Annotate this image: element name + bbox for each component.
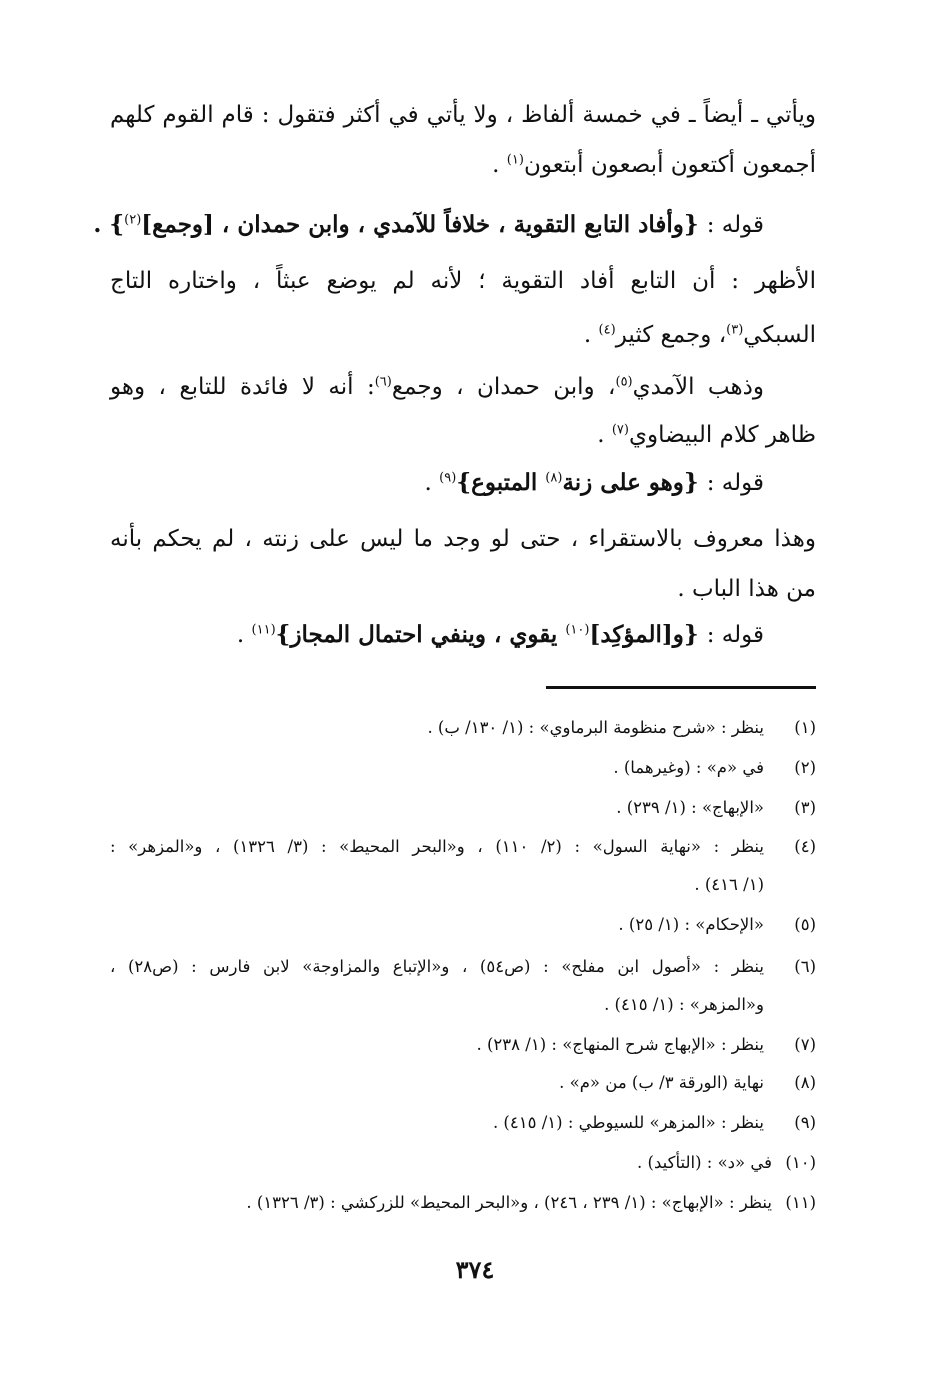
quote-lead: قوله : (706, 470, 764, 496)
footnote-text: نهاية (الورقة ٣/ ب) من «م» . (559, 1073, 764, 1092)
footnote-text: «الإبهاج» : (١/ ٢٣٩) . (616, 798, 764, 817)
footnote-text-cont: و«المزهر» : (١/ ٤١٥) . (604, 995, 764, 1014)
footnote-text: «الإحكام» : (١/ ٢٥) . (618, 915, 764, 934)
footnote-number: (٥) (794, 915, 816, 934)
footnote-number: (٣) (794, 798, 816, 817)
quote-close: } . (93, 211, 125, 238)
quote-lead: قوله : (706, 622, 764, 648)
footnote-number: (٨) (794, 1073, 816, 1092)
quote-text: يقوي ، وينفي احتمال المجاز} (275, 621, 566, 648)
footnote-number: (١١) (785, 1193, 816, 1212)
body-text: أجمعون أكتعون أبصعون أبتعون (523, 152, 816, 178)
footnote-ref-8: (٨) (545, 470, 563, 486)
footnote-ref-1: (١) (506, 152, 524, 168)
footnote-number: (١) (794, 718, 816, 737)
body-line-1: ويأتي ـ أيضاً ـ في خمسة ألفاظ ، ولا يأتي في أكثر فتقول : قام القوم كلهم (110, 102, 816, 128)
footnote-ref-10: (١٠) (565, 622, 590, 638)
body-text: ظاهر كلام البيضاوي (628, 422, 816, 448)
footnote-ref-4: (٤) (598, 322, 616, 338)
footnote-ref-5: (٥) (615, 374, 633, 390)
quote-line-1 (93, 208, 764, 242)
footnote-number: (٦) (794, 957, 816, 976)
footnote-ref-3: (٣) (726, 322, 744, 338)
body-line-6 (110, 370, 764, 404)
quote-text: {وهو على زنة (562, 469, 707, 496)
body-text: وذهب الآمدي (632, 374, 764, 400)
footnote-text: ينظر : «شرح منظومة البرماوي» : (١/ ١٣٠/ ب) . (427, 718, 764, 737)
body-line-10: من هذا الباب . (677, 576, 816, 602)
footnote-number: (٢) (794, 758, 816, 777)
quote-text: {و[المؤكِد] (589, 621, 707, 648)
quote-lead: قوله : (706, 212, 764, 238)
footnote-text: في «د» : (التأكيد) . (637, 1153, 772, 1172)
footnote-ref-7: (٧) (611, 422, 629, 438)
body-line-5 (584, 318, 816, 352)
footnote-separator (546, 686, 816, 689)
quote-text: المتبوع} (456, 469, 546, 496)
footnote-number: (٤) (794, 837, 816, 856)
footnote-ref-11: (١١) (251, 622, 276, 638)
body-line-2 (492, 148, 816, 182)
footnote-ref-6: (٦) (374, 374, 392, 390)
quote-text: {وأفاد التابع التقوية ، خلافاً للآمدي ، وابن حمدان ، [وجمع] (141, 211, 707, 238)
body-text: . (597, 422, 612, 448)
footnote-text-cont: (١/ ٤١٦) . (694, 875, 764, 894)
body-text: ، وجمع كثير (615, 322, 727, 348)
footnote-text: ينظر : «نهاية السول» : (٢/ ١١٠) ، و«البحر المحيط» : (٣/ ١٣٢٦) ، و«المزهر» : (110, 837, 764, 856)
body-text: ، وابن حمدان ، وجمع (391, 374, 616, 400)
quote-line-3 (237, 618, 764, 652)
body-line-7 (597, 418, 816, 452)
body-line-4: الأظهر : أن التابع أفاد التقوية ؛ لأنه لم يوضع عبثاً ، واختاره التاج (110, 268, 816, 294)
footnote-text: ينظر : «الإبهاج» : (١/ ٢٣٩ ، ٢٤٦) ، و«البحر المحيط» للزركشي : (٣/ ١٣٢٦) . (246, 1193, 772, 1212)
footnote-text: في «م» : (وغيرهما) . (613, 758, 764, 777)
page-number: ٣٧٤ (455, 1255, 495, 1284)
quote-line-2 (425, 466, 764, 500)
footnote-number: (١٠) (785, 1153, 816, 1172)
body-text: : أنه لا فائدة للتابع ، وهو (110, 374, 375, 400)
footnote-ref-9: (٩) (439, 470, 457, 486)
footnote-ref-2: (٢) (124, 212, 142, 228)
body-line-9: وهذا معروف بالاستقراء ، حتى لو وجد ما ليس على زنته ، لم يحكم بأنه (110, 526, 816, 552)
quote-close: . (424, 470, 440, 496)
body-text: . (492, 152, 507, 178)
footnote-text: ينظر : «أصول ابن مفلح» : (ص٥٤) ، و«الإتباع والمزاوجة» لابن فارس : (ص٢٨) ، (110, 957, 764, 976)
footnote-number: (٧) (794, 1035, 816, 1054)
footnote-text: ينظر : «المزهر» للسيوطي : (١/ ٤١٥) . (492, 1113, 764, 1132)
footnote-number: (٩) (794, 1113, 816, 1132)
footnote-text: ينظر : «الإبهاج شرح المنهاج» : (١/ ٢٣٨) . (476, 1035, 764, 1054)
body-text: السبكي (743, 322, 816, 348)
body-text: . (583, 322, 599, 348)
quote-close: . (236, 622, 252, 648)
